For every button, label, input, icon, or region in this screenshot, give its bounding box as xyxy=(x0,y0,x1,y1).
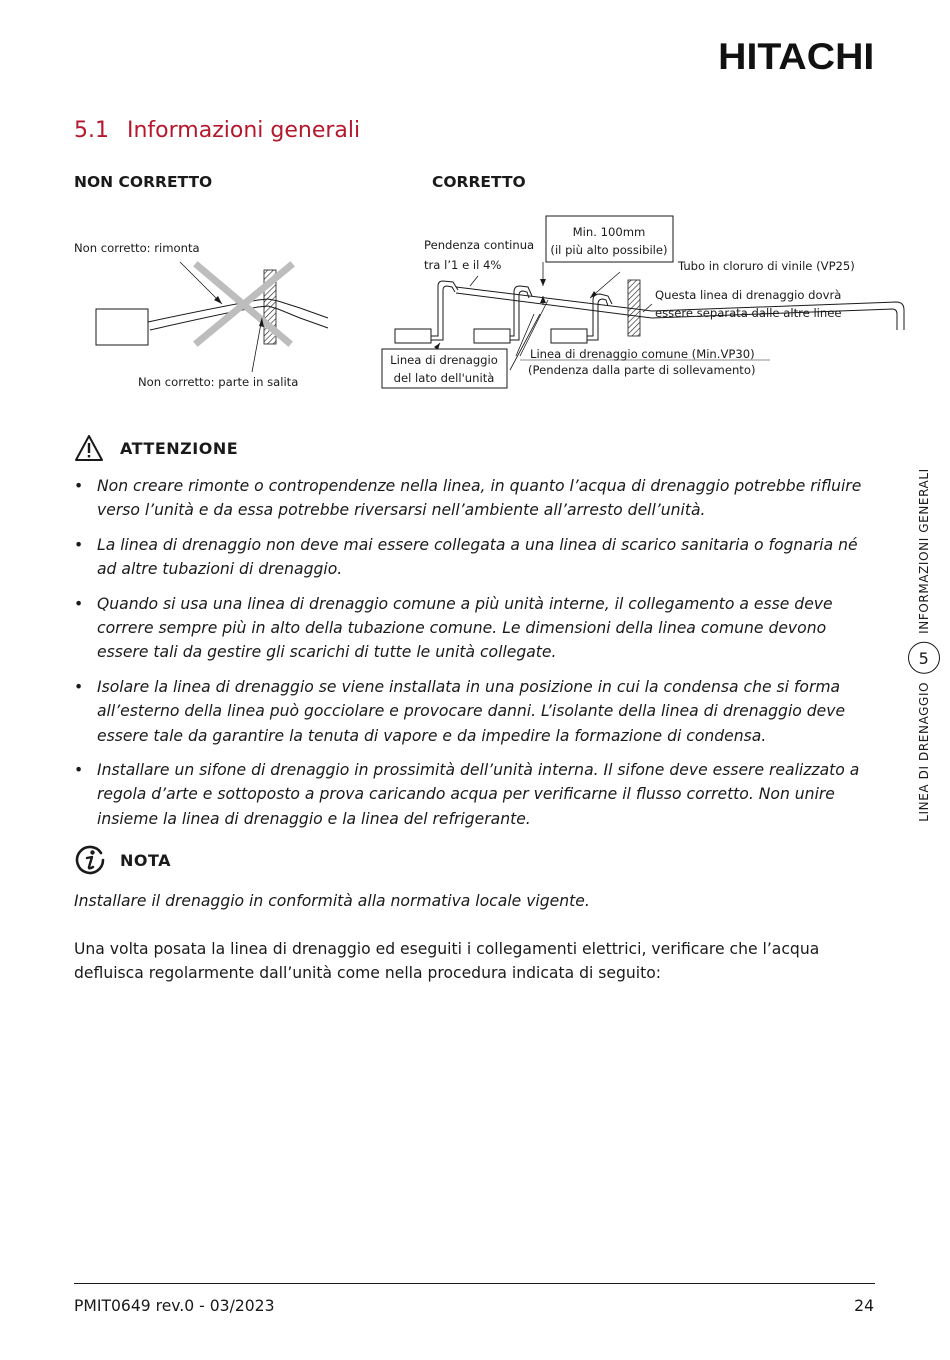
section-heading xyxy=(74,118,360,143)
list-item: • La linea di drenaggio non deve mai essere collegata a una linea di scarico sanitaria o fognaria né ad altre tubazioni di drenaggio. xyxy=(74,535,858,579)
footer-doc-code: PMIT0649 rev.0 - 03/2023 xyxy=(74,1297,275,1315)
list-item: • Installare un sifone di drenaggio in prossimità dell’unità interna. Il sifone deve essere realizzato a regola d’arte e sottoposto a prova caricando acqua per verificarne il flusso corretto. Non unire insieme la linea di drenaggio e la linea del refrigerante. xyxy=(74,761,860,828)
note-heading xyxy=(74,842,171,878)
pipe-label: Tubo in cloruro di vinile (VP25) xyxy=(678,259,855,273)
section-number: 5.1 xyxy=(74,118,109,143)
warning-heading xyxy=(74,432,238,464)
slope-label-line1: Pendenza continua xyxy=(424,238,535,252)
slope-label-line2: tra l’1 e il 4% xyxy=(424,258,502,272)
min-label-line1: Min. 100mm xyxy=(572,225,646,239)
chapter-number: 5 xyxy=(908,642,940,674)
warning-title: ATTENZIONE xyxy=(120,438,239,458)
list-item-text: Non creare rimonte o contropendenze nella linea, in quanto l’acqua di drenaggio potrebbe rifluire verso l’unità e da essa potrebbe riversarsi nell’ambiente all’arresto dell’unità. xyxy=(97,477,862,520)
list-item-text: La linea di drenaggio non deve mai essere collegata a una linea di scarico sanitaria o fognaria né ad altre tubazioni di drenaggio. xyxy=(97,535,858,579)
right-heading: CORRETTO xyxy=(432,173,526,191)
common-drain-pipe xyxy=(456,287,652,311)
chapter-side-tab xyxy=(908,430,940,860)
warning-list xyxy=(74,474,874,841)
list-item: • Quando si usa una linea di drenaggio comune a più unità interne, il collegamento a esse deve correre sempre più in alto della tubazione comune. Le dimensioni della linea comune devono essere tali da gestire gli scarichi di tutte le unità collegate. xyxy=(74,594,833,662)
indoor-unit-box xyxy=(96,309,148,345)
wall xyxy=(628,280,640,336)
indoor-unit-box xyxy=(395,329,431,343)
side-tab-left-text: LINEA DI DRENAGGIO xyxy=(917,681,931,822)
common-label-line2: (Pendenza dalla parte di sollevamento) xyxy=(528,363,756,377)
page-number: 24 xyxy=(854,1297,874,1315)
unit-side-label-line2: del lato dell'unità xyxy=(393,371,495,385)
list-item: • Non creare rimonte o contropendenze nella linea, in quanto l’acqua di drenaggio potrebbe rifluire verso l’unità e da essa potrebbe riversarsi nell’ambiente all’arresto dell’unità. xyxy=(74,477,862,520)
brand-logo: HITACHI xyxy=(717,36,874,77)
min-label-line2: (il più alto possibile) xyxy=(550,243,668,257)
separate-label-line2: essere separata dalle altre linee xyxy=(655,306,842,320)
side-tab-right-text: INFORMAZIONI GENERALI xyxy=(917,468,931,634)
list-item: • Isolare la linea di drenaggio se viene installata in una posizione in cui la condensa che si forma all’esterno della linea può gocciolare e provocare danni. L’isolante della linea di drenaggio deve essere tale da garantire la tenuta di vapore e da impedire la formazione di condensa. xyxy=(74,677,846,745)
right-diagram xyxy=(382,216,904,388)
list-item-text: Isolare la linea di drenaggio se viene installata in una posizione in cui la condensa che si forma all’esterno della linea può gocciolare e provocare danni. L’isolante della linea di drenaggio deve essere tale da garantire la tenuta di vapore e da impedire la formazione di condensa. xyxy=(97,677,846,745)
indoor-unit-box xyxy=(474,329,510,343)
common-label-line1: Linea di drenaggio comune (Min.VP30) xyxy=(530,347,755,361)
drain-diagram xyxy=(0,200,950,400)
list-item-text: Installare un sifone di drenaggio in prossimità dell’unità interna. Il sifone deve essere realizzato a regola d’arte e sottoposto a prova caricando acqua per verificarne il flusso corretto. Non unire insieme la linea di drenaggio e la linea del refrigerante. xyxy=(97,761,860,828)
indoor-unit-box xyxy=(551,329,587,343)
wrong-label-bottom: Non corretto: parte in salita xyxy=(138,375,299,389)
wrong-diagram xyxy=(74,241,328,389)
warning-triangle-icon xyxy=(74,434,104,462)
separate-label-line1: Questa linea di drenaggio dovrà xyxy=(655,288,842,302)
note-text: Installare il drenaggio in conformità alla normativa locale vigente. xyxy=(74,892,590,910)
footer-divider xyxy=(74,1283,875,1284)
section-title: Informazioni generali xyxy=(127,118,361,143)
unit-side-label-line1: Linea di drenaggio xyxy=(390,353,498,367)
note-title: NOTA xyxy=(120,850,172,870)
info-icon xyxy=(74,844,106,876)
wrong-label-top: Non corretto: rimonta xyxy=(74,241,200,255)
list-item-text: Quando si usa una linea di drenaggio comune a più unità interne, il collegamento a esse deve correre sempre più in alto della tubazione comune. Le dimensioni della linea comune devono essere tali da gestire gli scarichi di tutte le unità collegate. xyxy=(97,594,833,662)
wrong-heading: NON CORRETTO xyxy=(74,173,213,191)
body-paragraph: Una volta posata la linea di drenaggio ed eseguiti i collegamenti elettrici, verificare che l’acqua defluisca regolarmente dall’unità come nella procedura indicata di seguito: xyxy=(74,940,820,983)
